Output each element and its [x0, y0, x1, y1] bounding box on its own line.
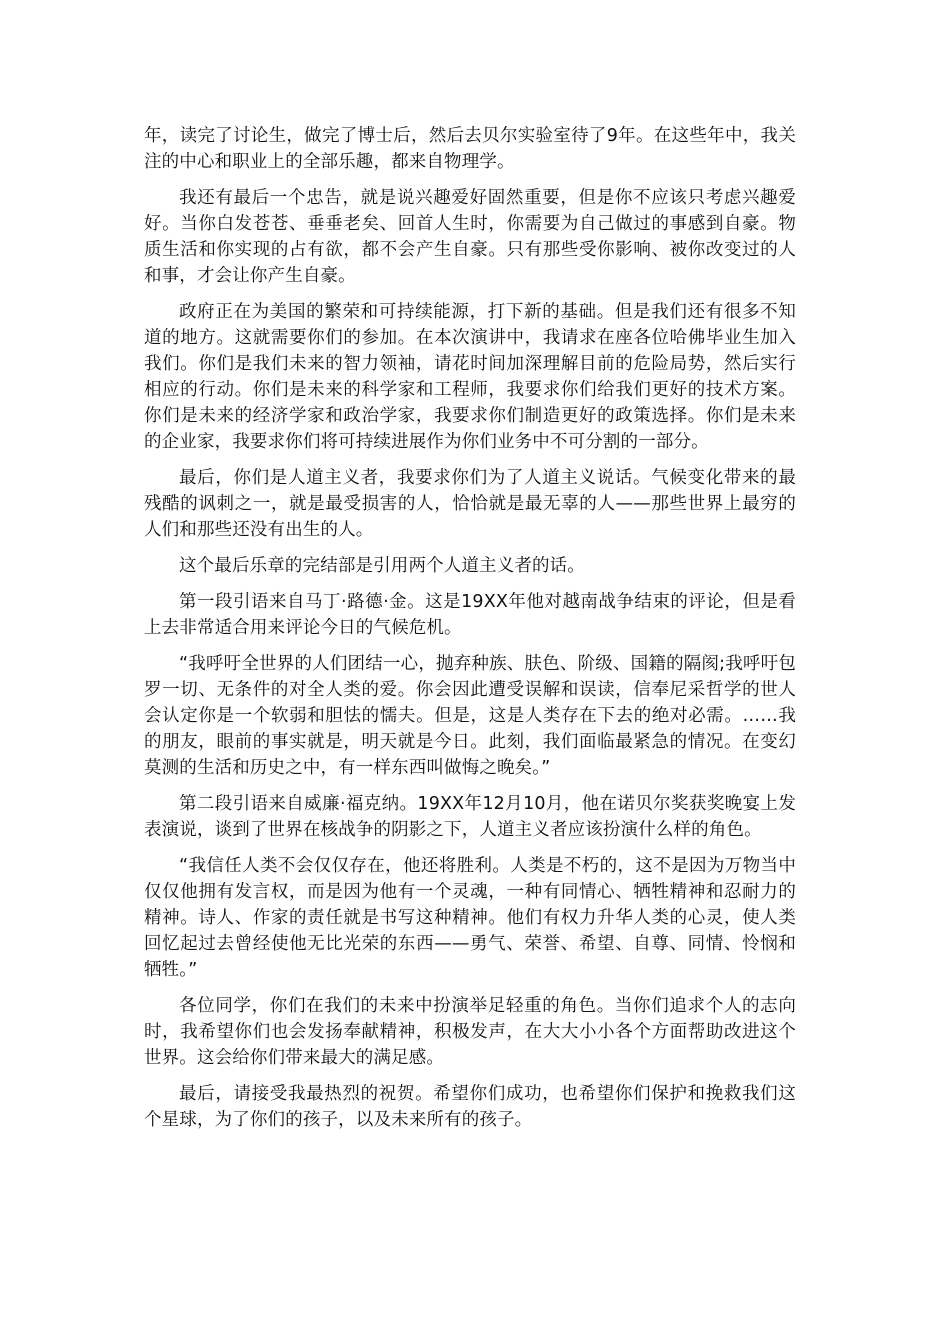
- paragraph-4: 最后，你们是人道主义者，我要求你们为了人道主义说话。气候变化带来的最残酷的讽刺之一，就是最受损害的人，恰恰就是最无辜的人——那些世界上最穷的人们和那些还没有出生的人。: [144, 468, 796, 540]
- paragraph-6: 第一段引语来自马丁·路德·金。这是19XX年他对越南战争结束的评论，但是看上去非常适合用来评论今日的气候危机。: [144, 592, 796, 638]
- quote-mlk: “我呼吁全世界的人们团结一心，抛弃种族、肤色、阶级、国籍的隔阂;我呼吁包罗一切、无条件的对全人类的爱。你会因此遭受误解和误读，信奉尼采哲学的世人会认定你是一个软弱和胆怯的懦夫。但是，这是人类存在下去的绝对必需。……我的朋友，眼前的事实就是，明天就是今日。此刻，我们面临最紧急的情况。在变幻莫测的生活和历史之中，有一样东西叫做悔之晚矣。”: [144, 654, 796, 778]
- paragraph-1: 年，读完了讨论生，做完了博士后，然后去贝尔实验室待了9年。在这些年中，我关注的中心和职业上的全部乐趣，都来自物理学。: [144, 126, 796, 172]
- paragraph-8: 第二段引语来自威廉·福克纳。19XX年12月10月，他在诺贝尔奖获奖晚宴上发表演说，谈到了世界在核战争的阴影之下，人道主义者应该扮演什么样的角色。: [144, 794, 796, 840]
- document-page: [144, 123, 796, 1143]
- paragraph-11: 最后，请接受我最热烈的祝贺。希望你们成功，也希望你们保护和挽救我们这个星球，为了你们的孩子，以及未来所有的孩子。: [144, 1084, 796, 1130]
- paragraph-5: 这个最后乐章的完结部是引用两个人道主义者的话。: [179, 556, 585, 576]
- quote-faulkner: “我信任人类不会仅仅存在，他还将胜利。人类是不朽的，这不是因为万物当中仅仅他拥有发言权，而是因为他有一个灵魂，一种有同情心、牺牲精神和忍耐力的精神。诗人、作家的责任就是书写这种精神。他们有权力升华人类的心灵，使人类回忆起过去曾经使他无比光荣的东西——勇气、荣誉、希望、自尊、同情、怜悯和牺牲。”: [144, 856, 796, 980]
- paragraph-3: 政府正在为美国的繁荣和可持续能源，打下新的基础。但是我们还有很多不知道的地方。这就需要你们的参加。在本次演讲中，我请求在座各位哈佛毕业生加入我们。你们是我们未来的智力领袖，请花时间加深理解目前的危险局势，然后实行相应的行动。你们是未来的科学家和工程师，我要求你们给我们更好的技术方案。你们是未来的经济学家和政治学家，我要求你们制造更好的政策选择。你们是未来的企业家，我要求你们将可持续进展作为你们业务中不可分割的一部分。: [144, 302, 796, 452]
- paragraph-2: 我还有最后一个忠告，就是说兴趣爱好固然重要，但是你不应该只考虑兴趣爱好。当你白发苍苍、垂垂老矣、回首人生时，你需要为自己做过的事感到自豪。物质生活和你实现的占有欲，都不会产生自豪。只有那些受你影响、被你改变过的人和事，才会让你产生自豪。: [144, 188, 796, 286]
- paragraph-10: 各位同学，你们在我们的未来中扮演举足轻重的角色。当你们追求个人的志向时，我希望你们也会发扬奉献精神，积极发声，在大大小小各个方面帮助改进这个世界。这会给你们带来最大的满足感。: [144, 996, 796, 1068]
